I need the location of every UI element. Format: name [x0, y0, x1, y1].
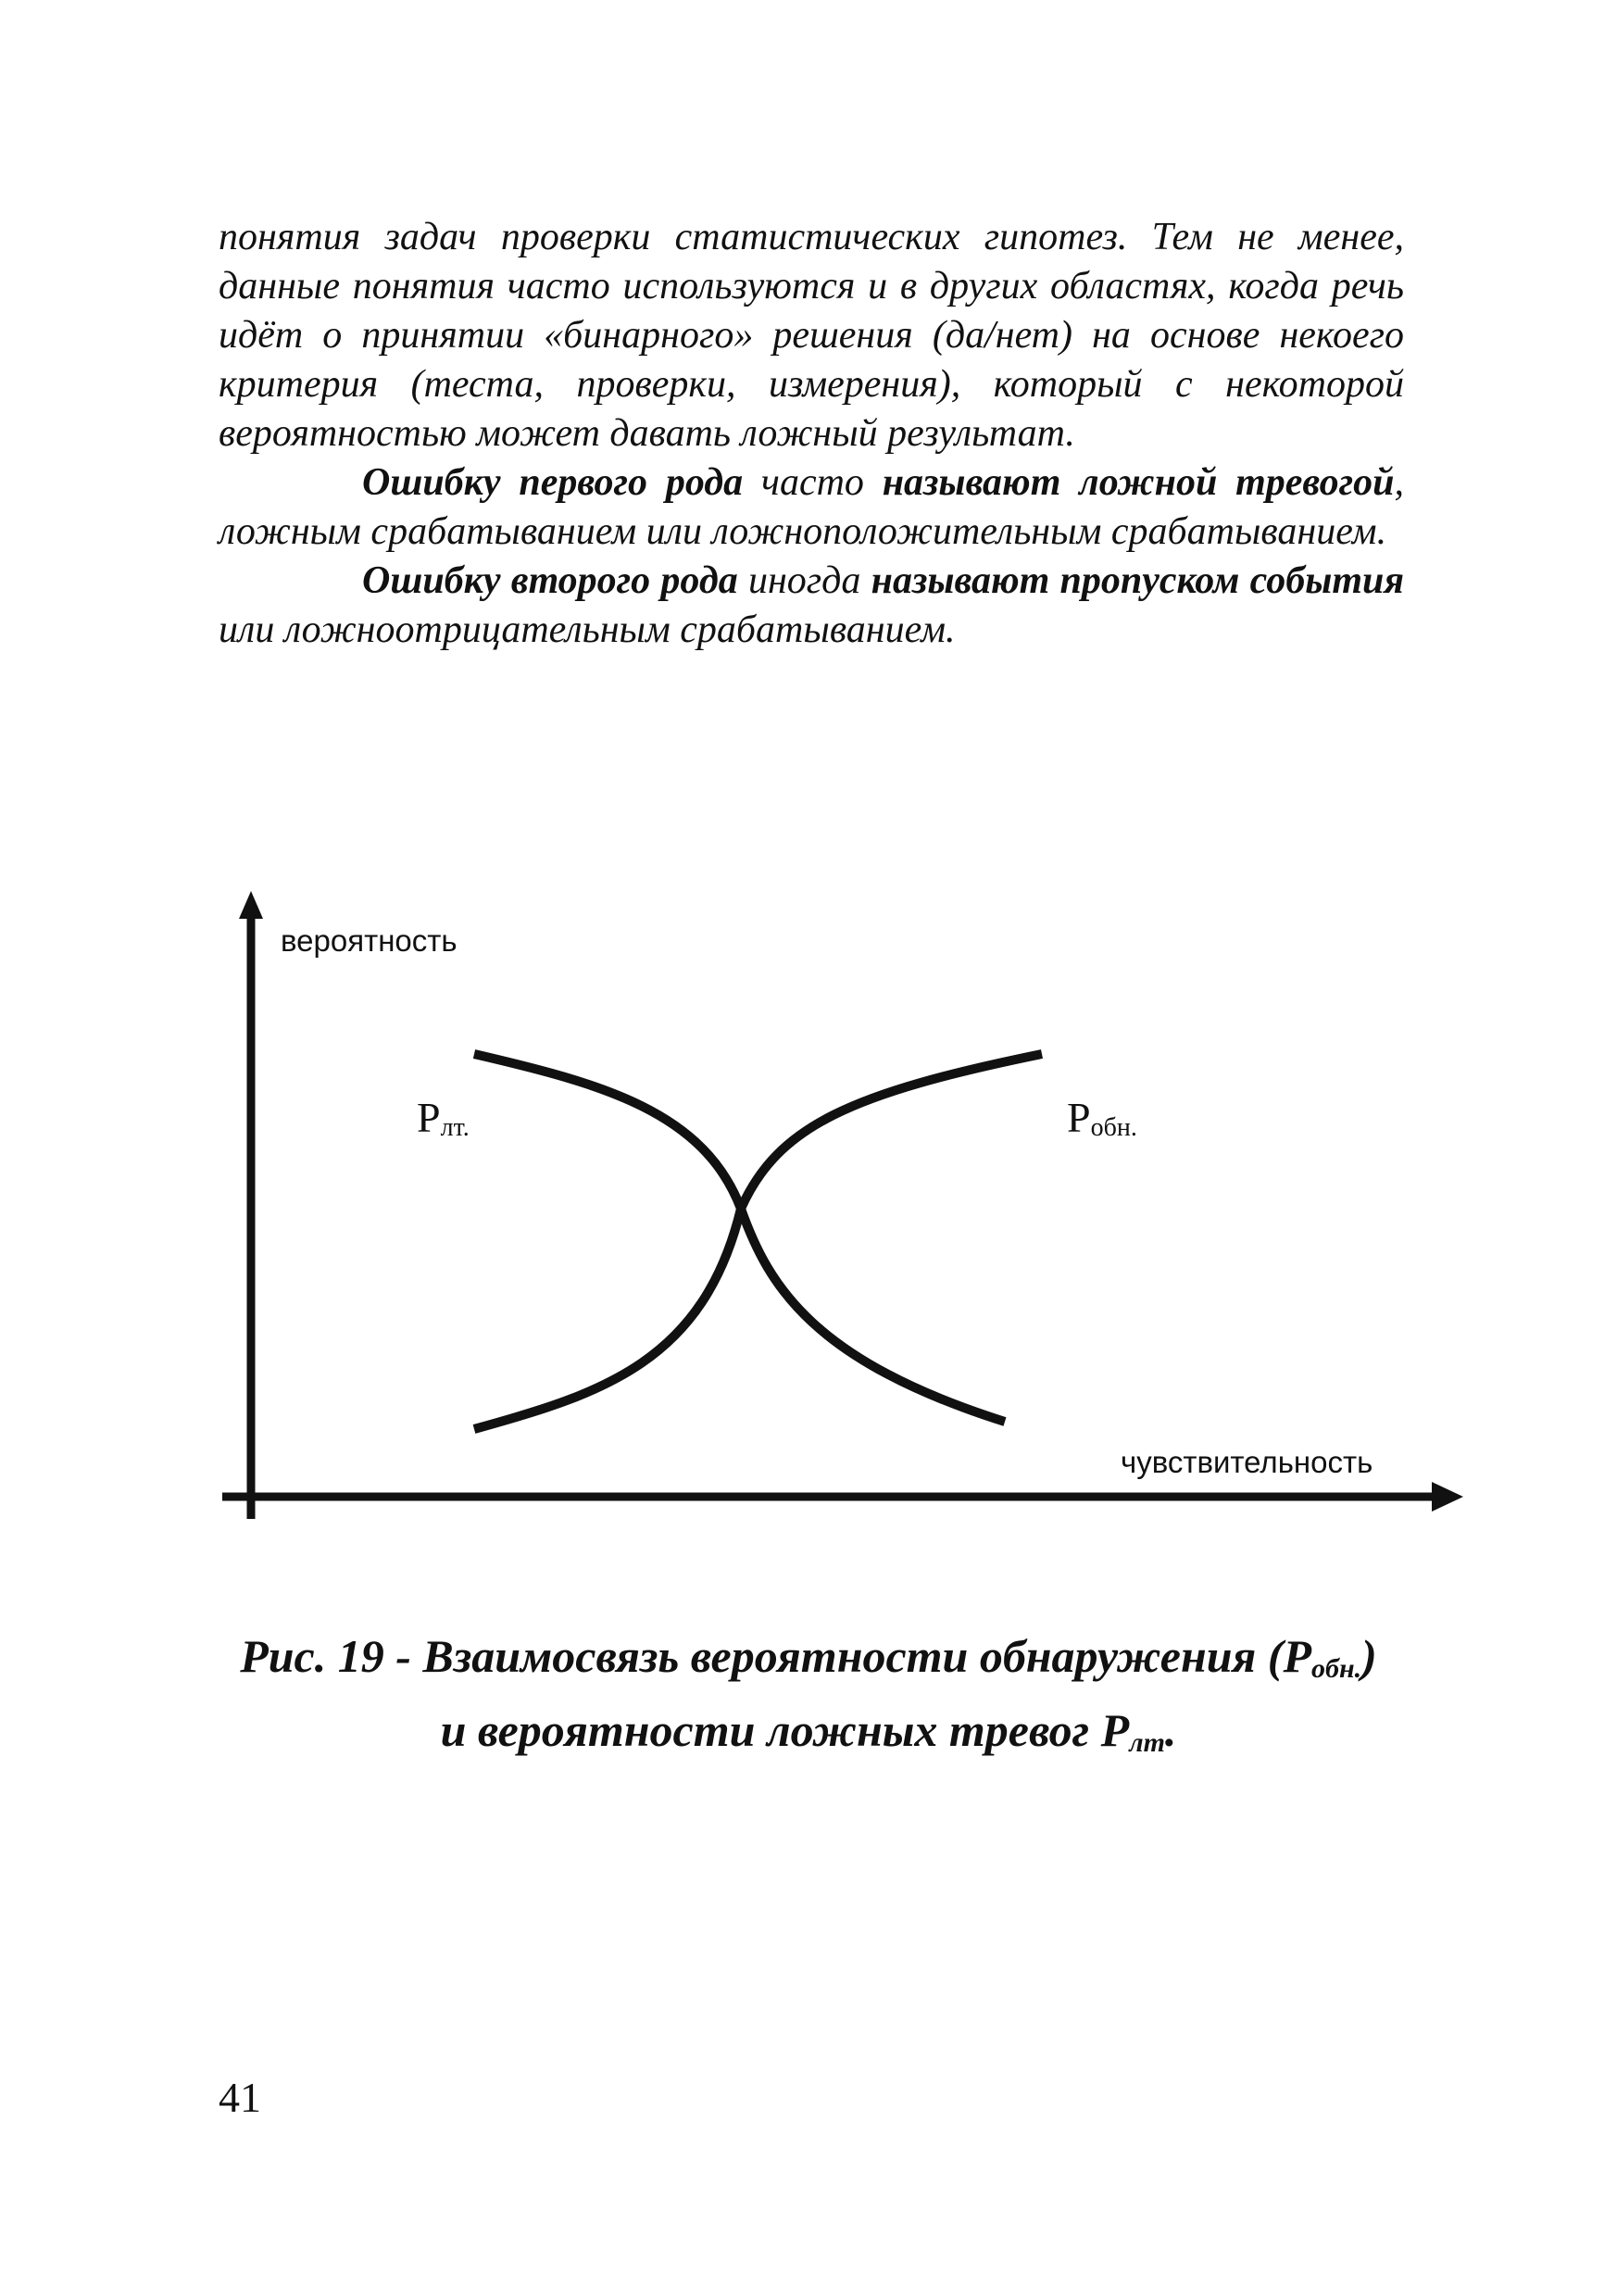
label-p-false-alarm-subscript: лт.	[440, 1113, 470, 1142]
x-axis-label: чувствительность	[1121, 1445, 1373, 1479]
page-number: 41	[219, 2074, 261, 2121]
false-alarm-curve	[474, 1054, 1005, 1422]
body-text	[219, 213, 1404, 655]
label-p-false-alarm	[417, 1094, 470, 1142]
figure-19	[0, 889, 1617, 1556]
label-p-detection-symbol: P	[1067, 1094, 1091, 1141]
caption-line-1: Рис. 19 - Взаимосвязь вероятности обнаружения $(P_{обн.})$	[240, 1630, 1377, 1684]
paragraph-1: понятия задач проверки статистических гипотез. Тем не менее, данные понятия часто используются и в других областях, когда речь идёт о принятии «бинарного» решения (да/нет) на основе некоего критерия (теста, проверки, измерения), который с некоторой вероятностью может давать ложный результат.	[219, 216, 1404, 455]
paragraph-3: Ошибку второго рода иногда называют пропуском события или ложноотрицательным срабатыванием.	[219, 559, 1405, 651]
figure-caption	[185, 1625, 1432, 1774]
y-axis-arrow	[239, 891, 263, 919]
caption-line-2: и вероятности ложных тревог $P_{лт}$.	[440, 1704, 1177, 1758]
figure-diagram	[0, 889, 1617, 1556]
label-p-false-alarm-symbol: P	[417, 1094, 441, 1141]
y-axis-label: вероятность	[281, 923, 458, 958]
x-axis-arrow	[1432, 1482, 1463, 1512]
label-p-detection-subscript: обн.	[1090, 1113, 1137, 1142]
paragraph-2: Ошибку первого рода часто называют ложной тревогой, ложным срабатыванием или ложноположительным срабатыванием.	[219, 461, 1404, 553]
label-p-detection	[1067, 1094, 1137, 1142]
